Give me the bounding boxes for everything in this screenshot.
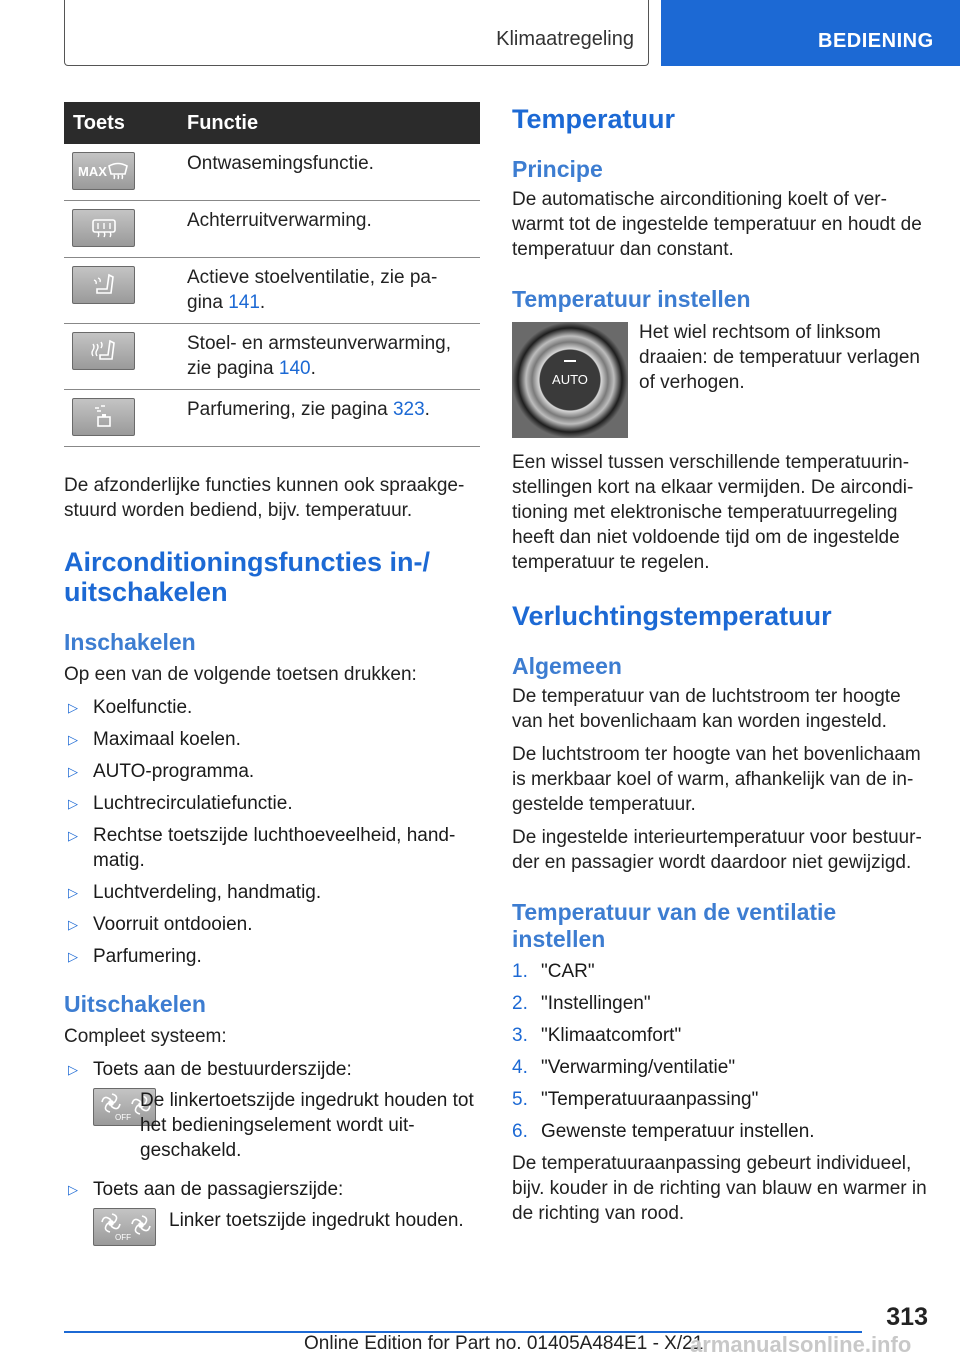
- list-item: 5. "Temperatuuraanpassing": [512, 1089, 759, 1110]
- page-reference-link[interactable]: 141: [228, 292, 260, 313]
- table-row: [64, 144, 480, 201]
- table-row: Stoel- en armsteunverwarming, zie pagina 140.: [64, 324, 480, 390]
- subsection-title-switch-off: Uitschakelen: [64, 991, 206, 1017]
- list-item: ▷ Rechtse toetszijde luchthoeveelheid, hand-matig.: [68, 825, 456, 871]
- list-item: ▷ Luchtrecirculatiefunctie.: [68, 793, 293, 814]
- list-item: ▷ Koelfunctie.: [68, 697, 193, 718]
- voice-control-note: De afzonderlijke functies kunnen ook spraakge-stuurd worden bediend, bijv. temperatuur.: [64, 475, 465, 521]
- list-item: ▷ Luchtverdeling, handmatig.: [68, 882, 322, 903]
- subsection-title-switch-on: Inschakelen: [64, 629, 196, 655]
- list-item: 3. "Klimaatcomfort": [512, 1025, 682, 1046]
- principle-text: De automatische airconditioning koelt of ver-warmt tot de ingestelde temperatuur en houdt de temperatuur dan constant.: [512, 189, 922, 260]
- header-section-title: Klimaatregeling: [496, 28, 634, 50]
- vent-adjust-note: De temperatuuraanpassing gebeurt individueel, bijv. kouder in de richting van blauw en warmer in de richting van rood.: [512, 1153, 927, 1224]
- switch-off-list: [64, 1057, 480, 1246]
- set-temperature-text: Het wiel rechtsom of linksom draaien: de temperatuur verlagen of verhogen.: [639, 322, 920, 393]
- general-paragraph-3: De ingestelde interieurtemperatuur voor bestuur-der en passagier wordt daardoor niet gewijzigd.: [512, 827, 922, 873]
- left-column: [64, 102, 480, 1253]
- table-row: Actieve stoelventilatie, zie pa-gina 141.: [64, 258, 480, 324]
- table-cell-function: Parfumering, zie pagina: [187, 399, 393, 420]
- list-item: ▷ Voorruit ontdooien.: [68, 914, 253, 935]
- header-chapter-tab: BEDIENING: [661, 0, 960, 66]
- fragrance-icon: [72, 398, 135, 436]
- svg-text:OFF: OFF: [114, 1233, 131, 1242]
- subsection-title-set-temperature: Temperatuur instellen: [512, 286, 751, 312]
- table-header-function: Functie: [187, 102, 480, 144]
- subsection-title-set-vent-temperature: Temperatuur van de ventilatie instellen: [512, 899, 837, 952]
- vent-steps-list: [512, 959, 928, 1144]
- general-paragraph-1: De temperatuur van de luchtstroom ter hoogte van het bovenlichaam kan worden ingesteld.: [512, 686, 901, 732]
- right-column: [512, 102, 928, 1226]
- temperature-knob-image: AUTO: [512, 322, 628, 438]
- list-item: 4. "Verwarming/ventilatie": [512, 1057, 736, 1078]
- switch-off-lead: Compleet systeem:: [64, 1026, 227, 1047]
- table-cell-function: Ontwasemingsfunctie.: [187, 153, 374, 174]
- rear-window-heating-icon: [72, 209, 135, 247]
- list-item-driver-side: ▷ Toets aan de bestuurderszijde: OFF De linkertoetszijde ingedrukt houden tot het bedieningselement wordt uit-geschakeld.: [64, 1057, 480, 1163]
- button-function-table: [64, 102, 480, 447]
- table-cell-function: Stoel- en armsteunverwarming, zie pagina: [187, 333, 451, 379]
- table-row: Parfumering, zie pagina 323.: [64, 390, 480, 447]
- driver-side-instruction: De linkertoetszijde ingedrukt houden tot het bedieningselement wordt uit-geschakeld.: [140, 1090, 474, 1161]
- page-reference-link[interactable]: 140: [278, 358, 311, 379]
- footer-edition: Online Edition for Part no. 01405A484E1 - X/21: [304, 1333, 704, 1354]
- page-number: 313: [886, 1303, 928, 1331]
- footer-watermark: armanualsonline.info: [690, 1332, 912, 1357]
- switch-on-lead: Op een van de volgende toetsen drukken:: [64, 664, 417, 685]
- max-defrost-button-icon: MAX: [72, 152, 135, 190]
- table-cell-function: Achterruitverwarming.: [187, 210, 372, 231]
- passenger-side-instruction: Linker toetszijde ingedrukt houden.: [169, 1210, 464, 1231]
- section-title-temperature: Temperatuur: [512, 104, 676, 134]
- table-row: [64, 201, 480, 258]
- section-title-vent-temperature: Verluchtingstemperatuur: [512, 601, 832, 631]
- list-item-passenger-side: ▷ Toets aan de passagierszijde: OFF Linker toetszijde ingedrukt houden.: [64, 1177, 480, 1246]
- switch-on-list: [64, 695, 480, 969]
- svg-text:OFF: OFF: [114, 1113, 131, 1122]
- list-item: ▷ Maximaal koelen.: [68, 729, 241, 750]
- general-paragraph-2: De luchtstroom ter hoogte van het bovenlichaam is merkbaar koel of warm, afhankelijk van de in-gestelde temperatuur.: [512, 744, 921, 815]
- list-item: 1. "CAR": [512, 961, 595, 982]
- table-header-key: Toets: [64, 102, 187, 144]
- subsection-title-general: Algemeen: [512, 653, 622, 679]
- section-title-ac-functions: Airconditioningsfuncties in-/ uitschakelen: [64, 547, 430, 607]
- seat-heating-icon: [72, 332, 135, 370]
- table-header-row: [64, 102, 480, 144]
- list-item: 6. Gewenste temperatuur instellen.: [512, 1121, 815, 1142]
- subsection-title-principle: Principe: [512, 156, 603, 182]
- page-reference-link[interactable]: 323: [392, 399, 425, 420]
- list-item: ▷ AUTO-programma.: [68, 761, 255, 782]
- table-cell-function: Actieve stoelventilatie, zie pa-gina: [187, 267, 438, 313]
- list-item: 2. "Instellingen": [512, 993, 651, 1014]
- fan-off-button-icon: [93, 1208, 156, 1246]
- temperature-change-note: Een wissel tussen verschillende temperatuurin-stellingen kort na elkaar vermijden. De aircondi-tioning met elektronische temperatuurregeling heeft dan niet voldoende tijd om de ingestelde temperatuur te regelen.: [512, 452, 914, 573]
- list-item: ▷ Parfumering.: [68, 946, 202, 967]
- seat-ventilation-icon: [72, 266, 135, 304]
